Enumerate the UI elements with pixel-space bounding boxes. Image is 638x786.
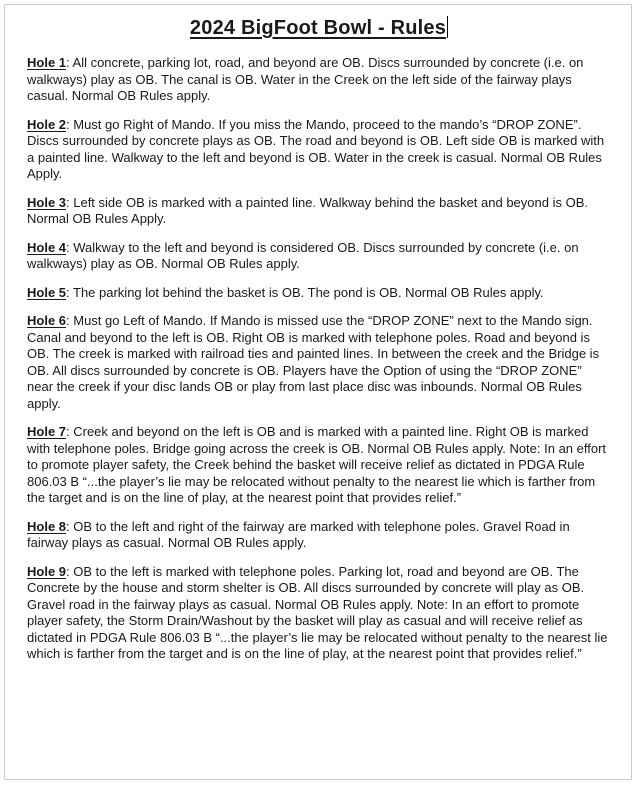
- rules-list: [27, 55, 609, 675]
- rule-text: : All concrete, parking lot, road, and beyond are OB. Discs surrounded by concrete (i.e. on walkways) play as OB. The canal is OB. Water in the Creek on the left side of the fairway plays casual. Normal OB Rules apply.: [27, 55, 584, 103]
- rule-text: : Must go Left of Mando. If Mando is missed use the “DROP ZONE” next to the Mando sign. Canal and beyond to the left is OB. Right OB is marked with telephone poles. Road and beyond is OB. The creek is marked with railroad ties and painted lines. In between the creek and the Bridge is OB. All discs surrounded by concrete is OB. Players have the Option of using the “DROP ZONE” near the creek if your disc lands OB or play from last place disc was inbounds. Normal OB Rules apply.: [27, 313, 600, 411]
- hole-label: Hole 9: [27, 563, 67, 579]
- document-title-text: 2024 BigFoot Bowl - Rules: [189, 17, 447, 39]
- rule-hole-8: [27, 519, 609, 552]
- rule-hole-2: [27, 117, 609, 183]
- rule-text: : OB to the left and right of the fairway are marked with telephone poles. Gravel Road in fairway plays as casual. Normal OB Rules apply.: [27, 518, 570, 550]
- hole-label: Hole 5: [27, 284, 67, 300]
- hole-label: Hole 3: [27, 194, 67, 210]
- rule-text: : Must go Right of Mando. If you miss the Mando, proceed to the mando’s “DROP ZONE”. Discs surrounded by concrete plays as OB. The road and beyond is OB. Left side OB is marked with a painted line. Walkway to the left and beyond is OB. Water in the creek is casual. Normal OB Rules Apply.: [27, 116, 605, 181]
- hole-label: Hole 1: [27, 55, 67, 70]
- rule-text: : Walkway to the left and beyond is considered OB. Discs surrounded by concrete (i.e. on walkways) play as OB. Normal OB Rules apply.: [27, 239, 579, 271]
- hole-label: Hole 6: [27, 313, 67, 328]
- rule-hole-7: [27, 424, 609, 507]
- hole-label: Hole 2: [27, 116, 67, 132]
- rule-text: : The parking lot behind the basket is OB. The pond is OB. Normal OB Rules apply.: [66, 284, 544, 300]
- rule-hole-4: [27, 240, 609, 273]
- rule-text: : OB to the left is marked with telephone poles. Parking lot, road and beyond are OB. The Concrete by the house and storm shelter is OB. All discs surrounded by concrete will play as OB. Gravel road in the fairway plays as casual. Normal OB Rules apply. Note: In an effort to promote player safety, the Storm Drain/Washout by the basket will play as casual and will receive relief as dictated in PDGA Rule 806.03 B “...the player’s lie may be relocated without penalty to the nearest lie which is farther from the target and is on the line of play, at the nearest point that provides relief.”: [27, 563, 608, 661]
- rule-hole-6: [27, 313, 609, 412]
- hole-label: Hole 4: [27, 239, 67, 255]
- text-cursor: [447, 16, 448, 38]
- rule-hole-9: [27, 564, 609, 663]
- rule-hole-5: [27, 285, 609, 302]
- rule-text: : Left side OB is marked with a painted line. Walkway behind the basket and beyond is OB. Normal OB Rules Apply.: [27, 194, 588, 226]
- rule-hole-3: [27, 195, 609, 228]
- hole-label: Hole 8: [27, 518, 67, 534]
- rule-hole-1: [27, 55, 609, 105]
- rule-text: : Creek and beyond on the left is OB and is marked with a painted line. Right OB is marked with telephone poles. Bridge going across the creek is OB. Normal OB Rules apply. Note: In an effort to promote player safety, the Creek behind the basket will receive relief as dictated in PDGA Rule 806.03 B “...the player’s lie may be relocated without penalty to the nearest lie which is farther from the target and is on the line of play, at the nearest point that provides relief.”: [27, 424, 607, 505]
- document-title: [0, 16, 638, 40]
- hole-label: Hole 7: [27, 424, 67, 439]
